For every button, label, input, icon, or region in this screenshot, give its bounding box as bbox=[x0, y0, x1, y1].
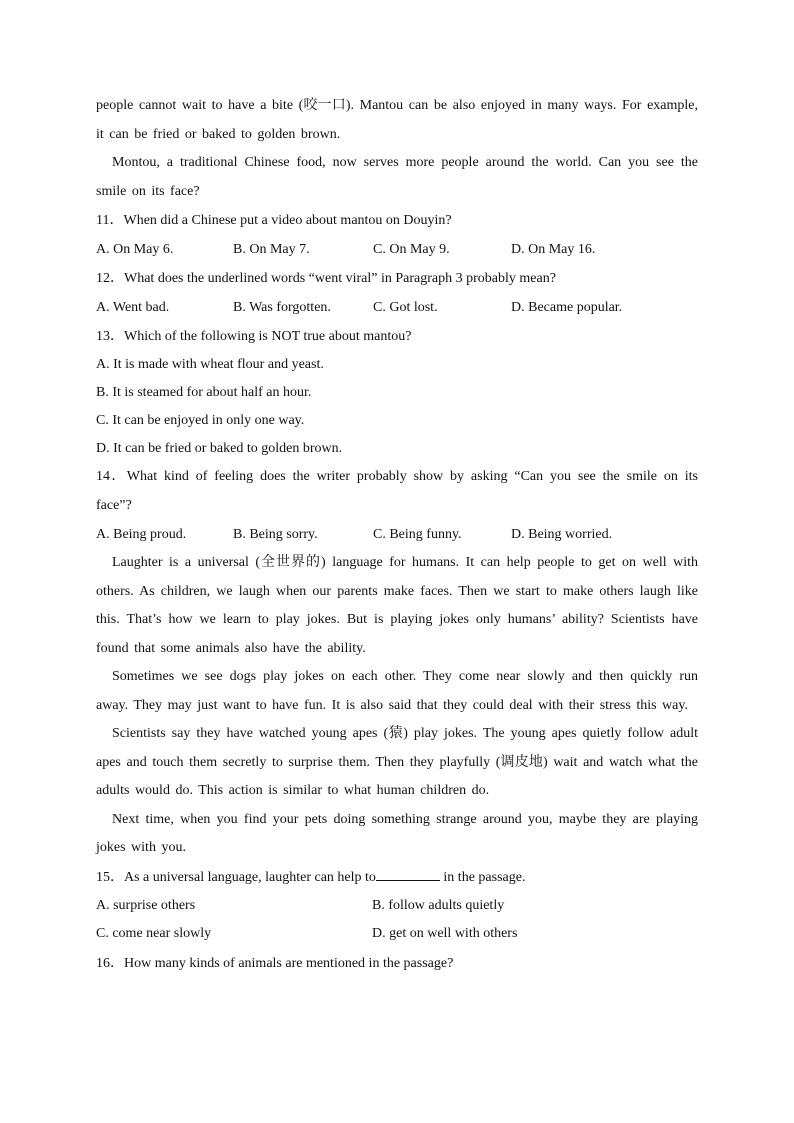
option-b[interactable]: B. Was forgotten. bbox=[233, 300, 331, 315]
option-b[interactable]: B. On May 7. bbox=[233, 242, 310, 257]
question-11 bbox=[96, 206, 698, 264]
stem-after-blank: in the passage. bbox=[439, 869, 526, 885]
passage-paragraph: Montou, a traditional Chinese food, now serves more people around the world. Can you see the smile on its face? bbox=[96, 155, 698, 199]
option-a[interactable]: A. Went bad. bbox=[96, 300, 170, 315]
option-b[interactable]: B. Being sorry. bbox=[233, 527, 318, 542]
answer-blank[interactable] bbox=[376, 868, 440, 881]
option-d[interactable]: D. get on well with others bbox=[372, 926, 518, 941]
option-b[interactable]: B. follow adults quietly bbox=[372, 897, 505, 913]
passage-paragraph: Scientists say they have watched young apes (猿) play jokes. The young apes quietly follow adult apes and touch them secretly to surprise them. Then they playfully (调皮地) wait and watch what the adults would do. This action is similar to what human children do. bbox=[96, 726, 698, 798]
options-row bbox=[96, 892, 698, 921]
question-stem: 11．When did a Chinese put a video about mantou on Douyin? bbox=[96, 213, 452, 228]
passage-paragraph: people cannot wait to have a bite (咬一口). Mantou can be also enjoyed in many ways. For example, it can be fried or baked to golden brown. bbox=[96, 98, 698, 142]
option-d[interactable]: D. Being worried. bbox=[511, 527, 613, 542]
question-stem: 13．Which of the following is NOT true about mantou? bbox=[96, 329, 412, 344]
passage-paragraph: Next time, when you find your pets doing something strange around you, maybe they are playing jokes with you. bbox=[96, 811, 698, 855]
option-c[interactable]: C. Got lost. bbox=[373, 300, 438, 315]
option-c[interactable]: C. It can be enjoyed in only one way. bbox=[96, 413, 305, 428]
option-b[interactable]: B. It is steamed for about half an hour. bbox=[96, 385, 312, 400]
question-stem bbox=[96, 863, 698, 892]
exam-page bbox=[96, 92, 698, 978]
passage-paragraph: Laughter is a universal (全世界的) language for humans. It can help people to get on well with others. As children, we laugh when our parents make faces. Then we start to make others laugh like this. That’s how we learn to play jokes. But is playing jokes only humans’ ability? Scientists have found that some animals also have the ability. bbox=[96, 555, 698, 656]
question-stem: 12．What does the underlined words “went viral” in Paragraph 3 probably mean? bbox=[96, 271, 556, 286]
question-12 bbox=[96, 264, 698, 322]
question-13 bbox=[96, 322, 698, 463]
question-14 bbox=[96, 463, 698, 549]
question-16 bbox=[96, 949, 698, 978]
option-c[interactable]: C. Being funny. bbox=[373, 527, 462, 542]
option-a[interactable]: A. surprise others bbox=[96, 897, 196, 913]
option-d[interactable]: D. It can be fried or baked to golden brown. bbox=[96, 441, 343, 456]
options-row bbox=[96, 920, 698, 949]
option-a[interactable]: A. Being proud. bbox=[96, 527, 187, 542]
passage-paragraph: Sometimes we see dogs play jokes on each other. They come near slowly and then quickly run away. They may just want to have fun. It is also said that they could deal with their stress this way. bbox=[96, 669, 698, 713]
option-d[interactable]: D. On May 16. bbox=[511, 242, 596, 257]
option-c[interactable]: C. On May 9. bbox=[373, 242, 450, 257]
option-a[interactable]: A. On May 6. bbox=[96, 242, 174, 257]
stem-before-blank: 15．As a universal language, laughter can help to bbox=[96, 869, 376, 885]
options-row bbox=[96, 235, 698, 264]
option-d[interactable]: D. Became popular. bbox=[511, 300, 623, 315]
options-row bbox=[96, 520, 698, 549]
option-a[interactable]: A. It is made with wheat flour and yeast. bbox=[96, 357, 324, 372]
question-15 bbox=[96, 863, 698, 949]
options-row bbox=[96, 293, 698, 322]
option-c[interactable]: C. come near slowly bbox=[96, 926, 212, 941]
question-stem: 16．How many kinds of animals are mentioned in the passage? bbox=[96, 955, 454, 971]
question-stem: 14．What kind of feeling does the writer probably show by asking “Can you see the smile on its face”? bbox=[96, 469, 698, 513]
